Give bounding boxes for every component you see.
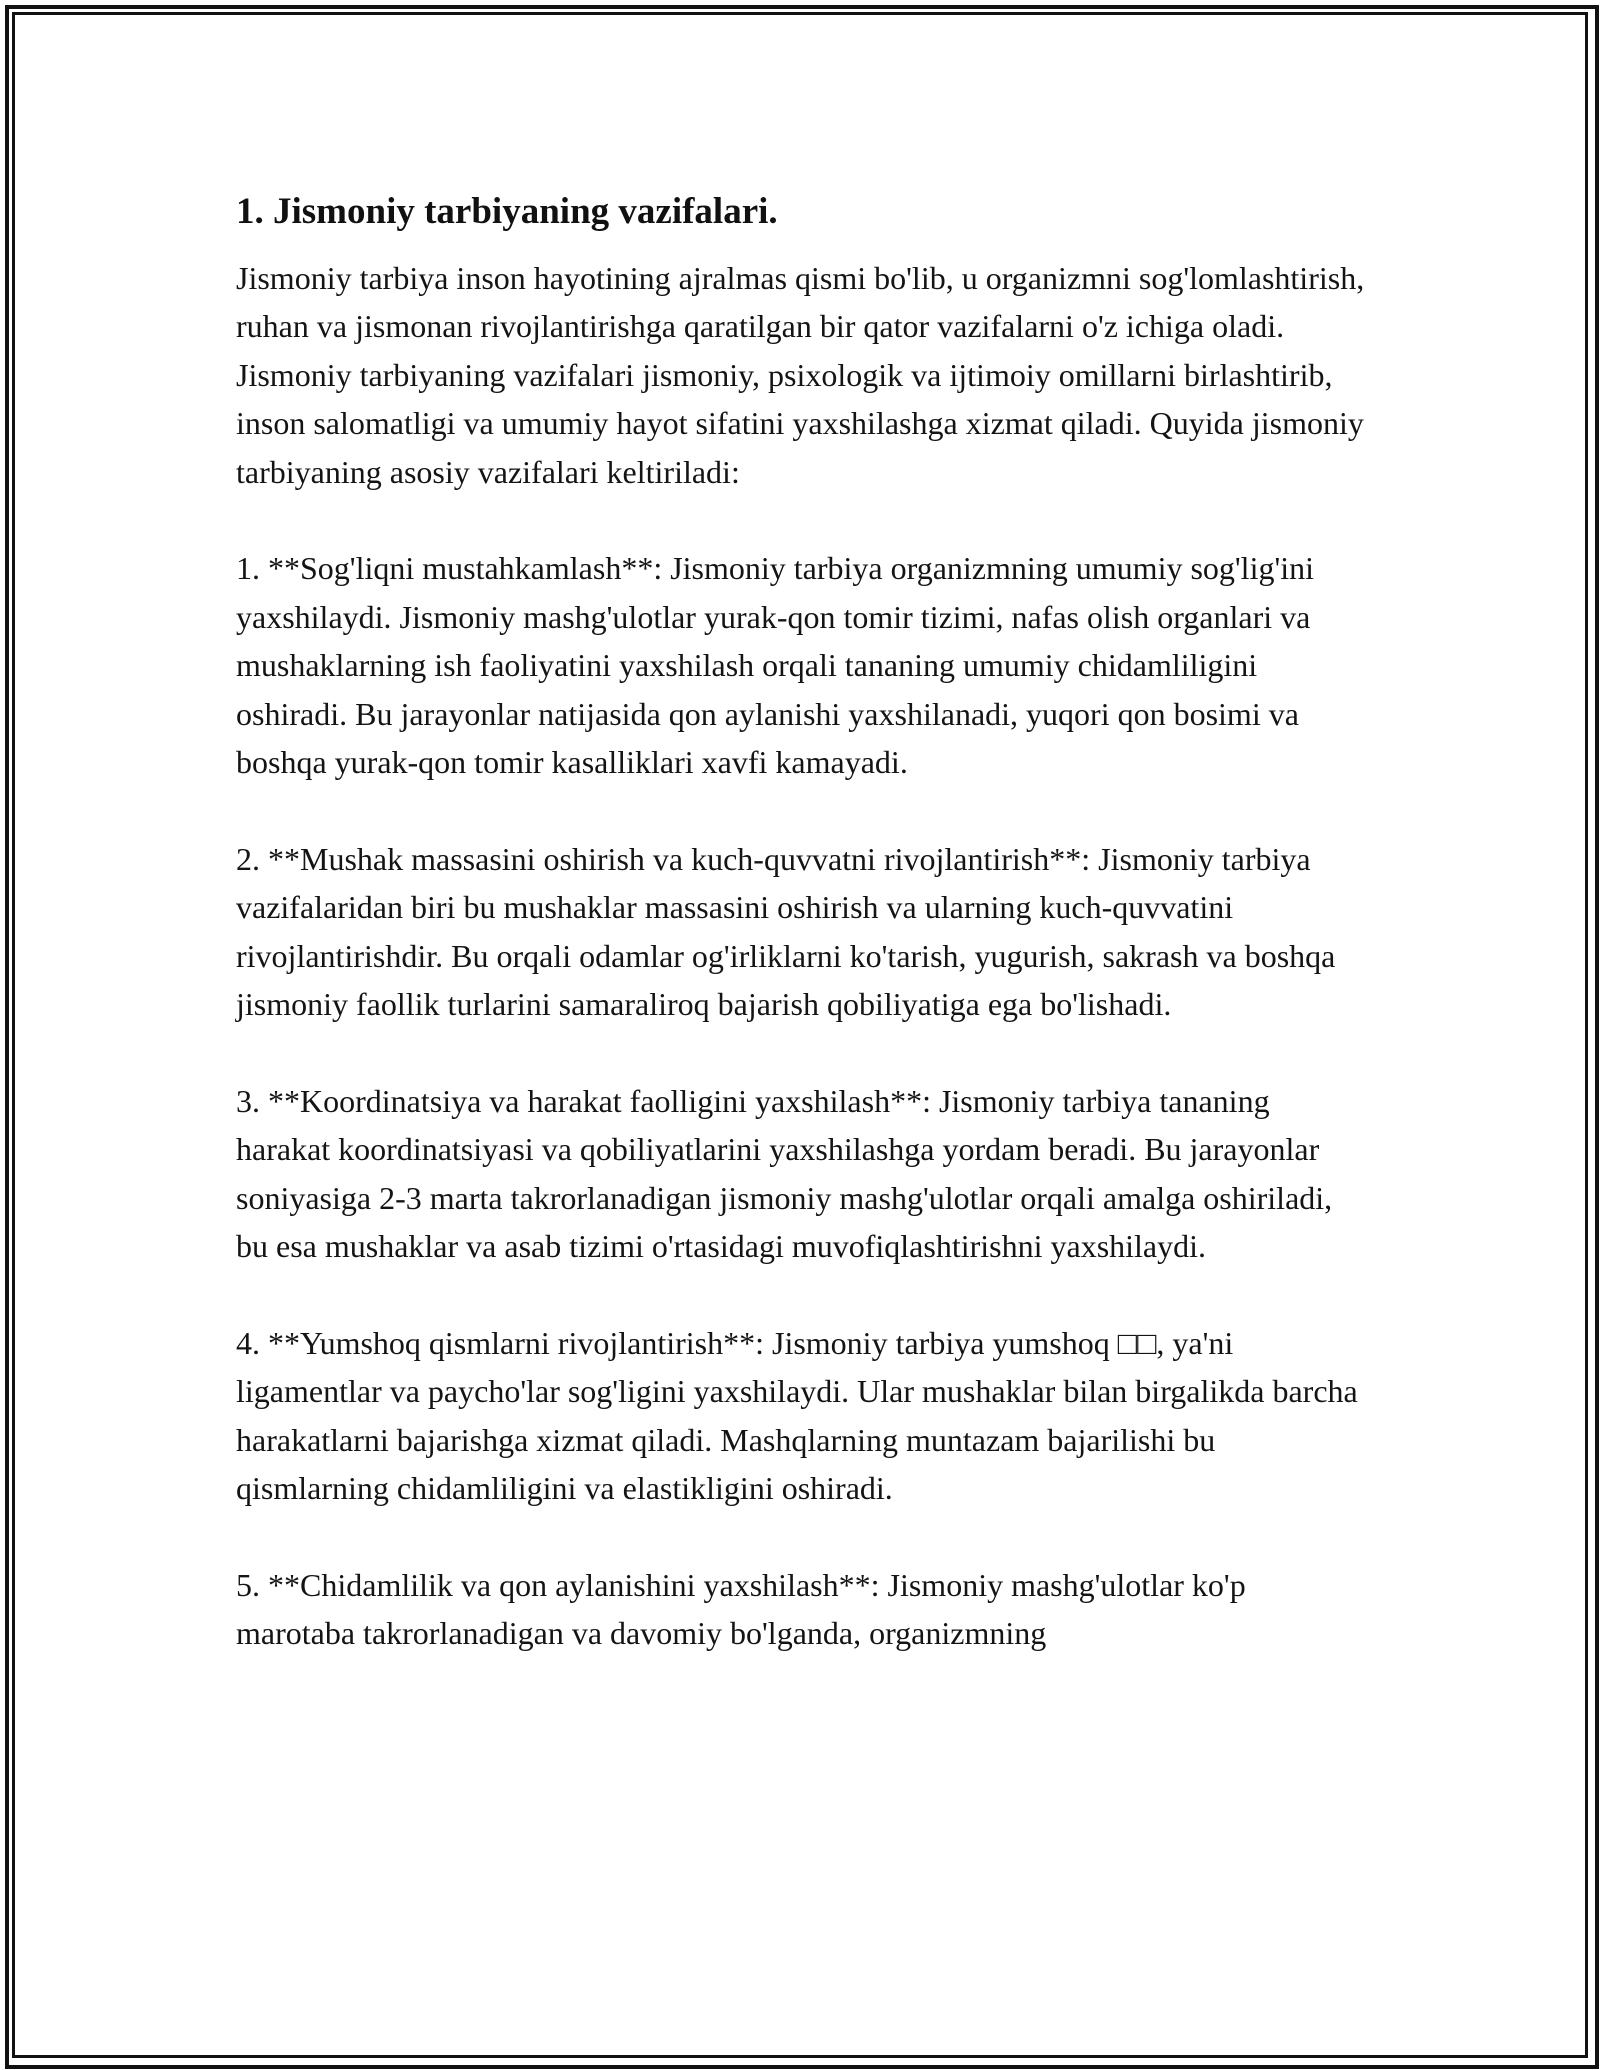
paragraph-item-3: 3. **Koordinatsiya va harakat faolligini yaxshilash**: Jismoniy tarbiya tananing harakat koordinatsiyasi va qobiliyatlarini yaxshilashga yordam beradi. Bu jarayonlar soniyasiga 2-3 marta takrorlanadigan jismoniy mashg'ulotlar orqali amalga oshiriladi, bu esa mushaklar va asab tizimi o'rtasidagi muvofiqlashtirishni yaxshilaydi. (236, 1082, 1333, 1265)
paragraph-item-5: 5. **Chidamlilik va qon aylanishini yaxshilash**: Jismoniy mashg'ulotlar ko'p marotaba takrorlanadigan va davomiy bo'lganda, organizmning (236, 1566, 1246, 1652)
paragraph-item-1: 1. **Sog'liqni mustahkamlash**: Jismoniy tarbiya organizmning umumiy sog'lig'ini yaxshilaydi. Jismoniy mashg'ulotlar yurak-qon tomir tizimi, nafas olish organlari va mushaklarning ish faoliyatini yaxshilash orqali tananing umumiy chidamliligini oshiradi. Bu jarayonlar natijasida qon aylanishi yaxshilanadi, yuqori qon bosimi va boshqa yurak-qon tomir kasalliklari xavfi kamayadi. (236, 550, 1314, 781)
document-body (236, 186, 1366, 1658)
paragraph-item-2: 2. **Mushak massasini oshirish va kuch-quvvatni rivojlantirish**: Jismoniy tarbiya vazifalaridan biri bu mushaklar massasini oshirish va ularning kuch-quvvatini rivojlantirishdir. Bu orqali odamlar og'irliklarni ko'tarish, yugurish, sakrash va boshqa jismoniy faollik turlarini samaraliroq bajarish qobiliyatiga ega bo'lishadi. (236, 840, 1336, 1023)
intro-paragraph: Jismoniy tarbiya inson hayotining ajralmas qismi bo'lib, u organizmni sog'lomlashtirish, ruhan va jismonan rivojlantirishga qaratilgan bir qator vazifalarni o'z ichiga oladi. Jismoniy tarbiyaning vazifalari jismoniy, psixologik va ijtimoiy omillarni birlashtirib, inson salomatligi va umumiy hayot sifatini yaxshilashga xizmat qiladi. Quyida jismoniy tarbiyaning asosiy vazifalari keltiriladi: (236, 260, 1365, 490)
section-heading: 1. Jismoniy tarbiyaning vazifalari. (236, 191, 778, 232)
paragraph-item-4: 4. **Yumshoq qismlarni rivojlantirish**: Jismoniy tarbiya yumshoq □□, ya'ni ligamentlar va paycho'lar sog'ligini yaxshilaydi. Ular mushaklar bilan birgalikda barcha harakatlarni bajarishga xizmat qiladi. Mashqlarning muntazam bajarilishi bu qismlarning chidamliligini va elastikligini oshiradi. (236, 1324, 1358, 1507)
